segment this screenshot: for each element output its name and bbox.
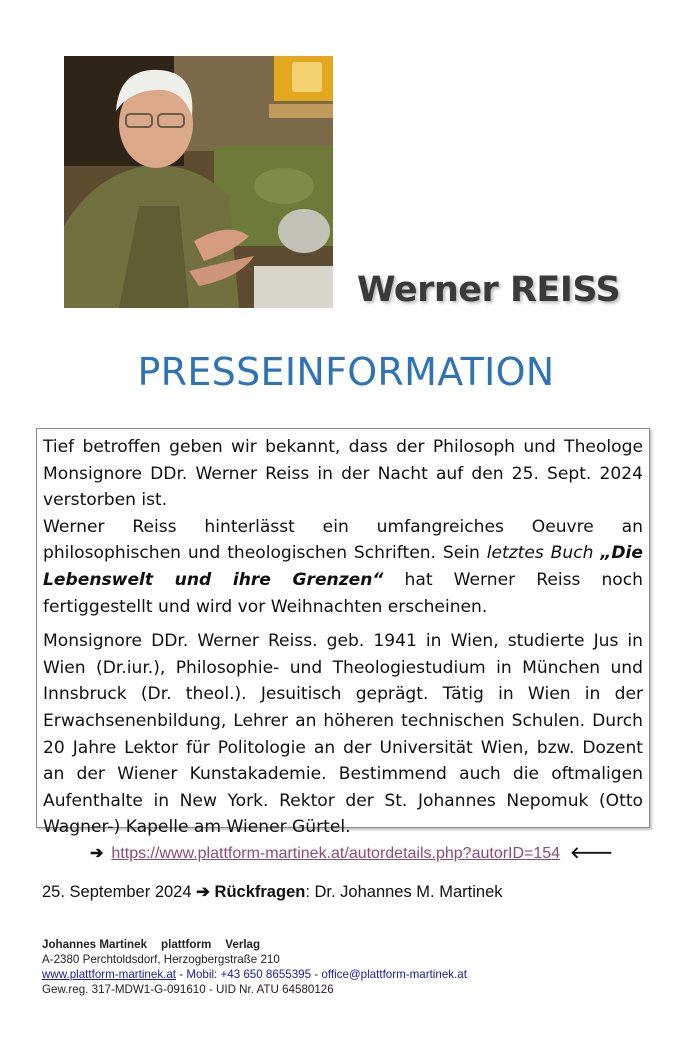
contact-line <box>42 882 503 902</box>
arrow-left-icon: 🡐 <box>570 845 613 862</box>
book-label: letztes Buch <box>486 543 594 564</box>
arrow-right-icon: ➔ <box>196 883 210 901</box>
release-date: 25. September 2024 <box>42 883 192 901</box>
author-photo <box>64 56 333 308</box>
publisher-contacts: www.plattform-martinek.at - Mobil: +43 650 8655395 - office@plattform-martinek.at <box>42 968 467 981</box>
author-link-line <box>90 842 613 863</box>
author-name: Werner REISS <box>357 270 621 310</box>
contact-person: : Dr. Johannes M. Martinek <box>305 883 503 901</box>
author-details-link[interactable]: https://www.plattform-martinek.at/autordetails.php?autorID=154 <box>111 845 561 862</box>
publisher-footer <box>42 937 467 997</box>
biography-paragraph: Monsignore DDr. Werner Reiss. geb. 1941 in Wien, studierte Jus in Wien (Dr.iur.), Philosophie- und Theologiestudium in München und Innsbruck (Dr. theol.). Jesuitisch geprägt. Tätig in Wien in der Erwachsenenbildung, Lehrer an höheren technischen Schulen. Durch 20 Jahre Lektor für Politologie an der Universität Wien, bzw. Dozent an der Wiener Kunstakademie. Bestimmend auch die oftmaligen Aufenthalte in New York. Rektor der St. Johannes Nepomuk (Otto Wagner-) Kapelle am Wiener Gürtel. <box>43 631 643 838</box>
press-release-title: PRESSEINFORMATION <box>137 350 555 394</box>
inquiries-label: Rückfragen <box>214 883 306 901</box>
announcement-box <box>36 428 650 838</box>
legacy-paragraph: Werner Reiss hinterlässt ein umfangreiches Oeuvre an philosophischen und theologischen Schriften. Sein letztes Buch „Die Lebenswelt und ihre Grenzen“ hat Werner Reiss noch fertiggestellt und wird vor Weihnachten erscheinen. <box>43 516 643 617</box>
publisher-address: A-2380 Perchtoldsdorf, Herzogbergstraße 210 <box>42 953 280 966</box>
website-link[interactable]: www.plattform-martinek.at <box>42 968 177 981</box>
publisher-name: Johannes Martinek plattform Verlag <box>42 938 261 951</box>
registration-info: Gew.reg. 317-MDW1-G-091610 - UID Nr. ATU 64580126 <box>42 983 334 996</box>
email-address[interactable]: office@plattform-martinek.at <box>321 968 467 981</box>
mobile-number: Mobil: +43 650 8655395 <box>186 968 312 981</box>
death-announcement: Tief betroffen geben wir bekannt, dass der Philosoph und Theologe Monsignore DDr. Werner Reiss in der Nacht auf den 25. Sept. 2024 verstorben ist. <box>43 437 643 511</box>
book-title: „Die Lebenswelt und ihre Grenzen“ <box>43 543 643 590</box>
arrow-right-icon: ➔ <box>90 845 104 862</box>
